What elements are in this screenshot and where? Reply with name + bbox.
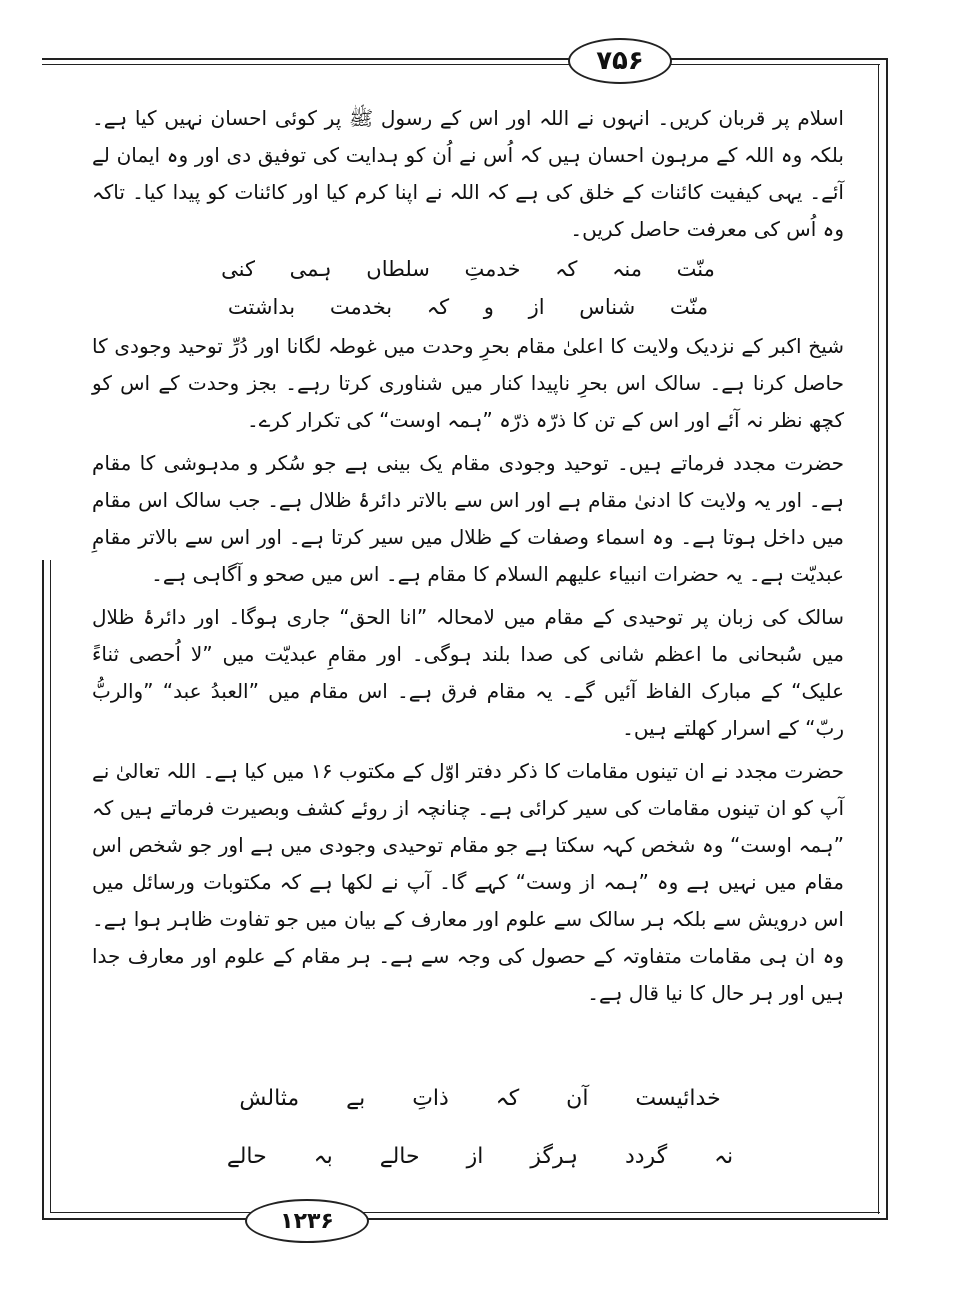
border-top-inner-line xyxy=(42,64,880,65)
border-right-inner-line xyxy=(878,64,879,1214)
paragraph-3: حضرت مجدد فرماتے ہیں۔ توحید وجودی مقام یک بینی ہے جو سُکر و مدہوشی کا مقام ہے۔ اور یہ ولایت کا ادنیٰ مقام ہے اور اس سے بالاتر دائرۂ ظلال ہے۔ جب سالک اس مقام میں داخل ہوتا ہے۔ وہ اسماء وصفات کے ظلال میں سیر کرتا ہے۔ اور اس سے بالاتر مقامِ عبدیّت ہے۔ یہ حضرات انبیاء علیھم السلام کا مقام ہے۔ اس میں صحو و آگاہی ہے۔ xyxy=(92,451,844,586)
border-left-inner-line xyxy=(50,560,51,1212)
paragraph-5: حضرت مجدد نے ان تینوں مقامات کا ذکر دفتر اوّل کے مکتوب ۱۶ میں کیا ہے۔ اللہ تعالیٰ نے آپ کو ان تینوں مقامات کی سیر کرائی ہے۔ چنانچہ از روئے کشف وبصیرت فرماتے ہیں کہ ”ہمہ اوست“ وہ شخص کہہ سکتا ہے جو مقام توحیدی وجودی میں ہے اور جو شخص اس مقام میں نہیں ہے وہ ”ہمہ از وست“ کہے گا۔ آپ نے لکھا ہے کہ مکتوبات ورسائل میں اس درویش سے بلکہ ہر سالک سے علوم اور معارف کے بیان میں جو تفاوت ظاہر ہوا ہے۔ وہ ان ہی مقامات متفاوتہ کے حصول کی وجہ سے ہے۔ ہر مقام کے علوم اور معارف جدا ہیں اور ہر حال کا نیا قال ہے۔ xyxy=(92,759,845,1005)
persian-verse-2 xyxy=(170,1070,790,1186)
paragraph-4: سالک کی زبان پر توحیدی کے مقام میں لامحالہ ”انا الحق“ جاری ہوگا۔ اور دائرۂ ظلال میں سُبحانی ما اعظم شانی کی صدا بلند ہوگی۔ اور مقامِ عبدیّت میں ”لا اُحصی ثناءً علیک“ کے مبارک الفاظ آئیں گے۔ یہ مقام فرق ہے۔ اس مقام میں ”العبدُ عبد“ ”والربُّ ربّ“ کے اسرار کھلتے ہیں۔ xyxy=(92,605,844,740)
page-body xyxy=(92,100,844,1012)
page-number-bottom xyxy=(245,1199,369,1243)
page-number-bottom-text: ۱۲۳۶ xyxy=(280,1208,334,1234)
page-number-top xyxy=(568,38,672,84)
persian-verse-1 xyxy=(92,250,844,326)
paragraph-2: شیخ اکبر کے نزدیک ولایت کا اعلیٰ مقام بحرِ وحدت میں غوطہ لگانا اور دُرِّ توحید وجودی کا حاصل کرنا ہے۔ سالک اس بحرِ ناپیدا کنار میں شناوری کرتا رہے۔ بجز وحدت کے اس کو کچھ نظر نہ آئے اور اس کے تن کا ذرّہ ذرّہ ”ہمہ اوست“ کی تکرار کرے۔ xyxy=(92,334,844,432)
border-right-line xyxy=(886,58,888,1218)
border-bottom-inner-line xyxy=(50,1212,880,1213)
paragraph-1: اسلام پر قربان کریں۔ انہوں نے اللہ اور اس کے رسول ﷺ پر کوئی احسان نہیں کیا ہے۔ بلکہ وہ اللہ کے مرہون احسان ہیں کہ اُس نے اُن کو ہدایت کی توفیق دی اور وہ ایمان لے آئے۔ یہی کیفیت کائنات کے خلق کی ہے کہ اللہ نے اپنا کرم کیا اور کائنات کو پیدا کیا۔ تاکہ وہ اُس کی معرفت حاصل کریں۔ xyxy=(92,106,844,241)
border-left-line xyxy=(42,560,44,1220)
verse-1-line-2: منّت شناس از و کہ بخدمت بداشتت xyxy=(227,295,709,319)
verse-2-line-1: خدائیست آن کہ ذاتِ بے مثالش xyxy=(239,1086,721,1111)
verse-2-line-2: نہ گردد ہرگز از حالے بہ حالے xyxy=(226,1144,734,1169)
verse-1-line-1: منّت منہ کہ خدمتِ سلطاں ہمی کنی xyxy=(221,257,715,281)
page-number-top-text: ۷۵۶ xyxy=(596,46,644,76)
border-top-line xyxy=(42,58,887,60)
border-bottom-line xyxy=(42,1218,888,1220)
